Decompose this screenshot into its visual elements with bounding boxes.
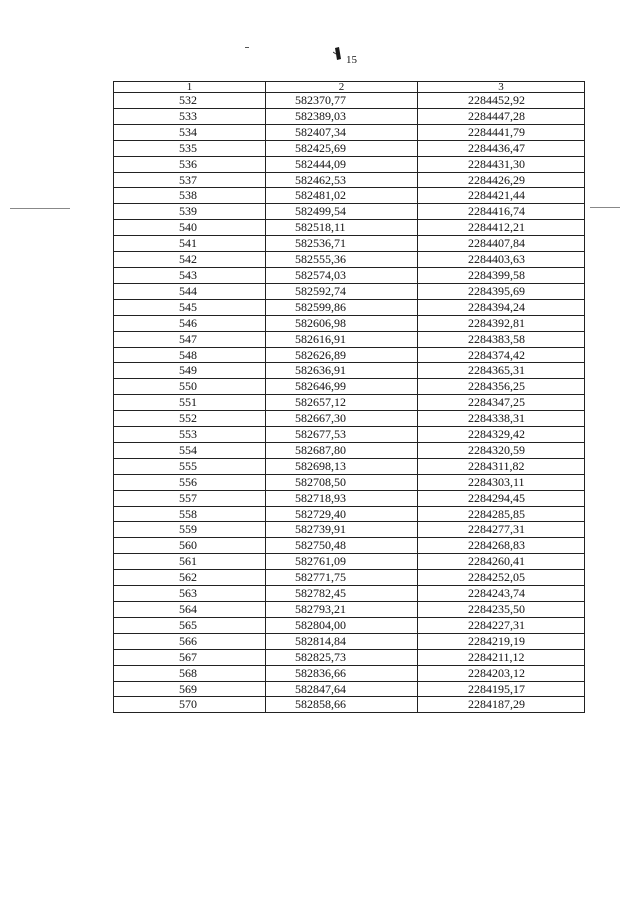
point-number-cell: 533 xyxy=(114,108,266,124)
y-coordinate-cell: 2284407,84 xyxy=(418,236,585,252)
x-coordinate-cell: 582599,86 xyxy=(266,299,418,315)
x-coordinate-cell: 582677,53 xyxy=(266,427,418,443)
point-number-cell: 553 xyxy=(114,427,266,443)
point-number-cell: 560 xyxy=(114,538,266,554)
point-number-cell: 558 xyxy=(114,506,266,522)
x-coordinate-cell: 582574,03 xyxy=(266,267,418,283)
table-row xyxy=(114,474,585,490)
y-coordinate-cell: 2284227,31 xyxy=(418,617,585,633)
table-row xyxy=(114,363,585,379)
table-row xyxy=(114,427,585,443)
scan-dot xyxy=(245,47,249,48)
table-row xyxy=(114,458,585,474)
point-number-cell: 539 xyxy=(114,204,266,220)
y-coordinate-cell: 2284252,05 xyxy=(418,570,585,586)
table-row xyxy=(114,522,585,538)
y-coordinate-cell: 2284329,42 xyxy=(418,427,585,443)
x-coordinate-cell: 582592,74 xyxy=(266,283,418,299)
x-coordinate-cell: 582389,03 xyxy=(266,108,418,124)
table-row xyxy=(114,379,585,395)
table-row xyxy=(114,267,585,283)
table-row xyxy=(114,93,585,109)
table-row xyxy=(114,140,585,156)
scan-dot xyxy=(10,208,70,209)
table-row xyxy=(114,442,585,458)
scan-dot xyxy=(590,207,620,208)
x-coordinate-cell: 582444,09 xyxy=(266,156,418,172)
y-coordinate-cell: 2284203,12 xyxy=(418,665,585,681)
point-number-cell: 568 xyxy=(114,665,266,681)
table-row xyxy=(114,347,585,363)
table-row xyxy=(114,108,585,124)
table-row xyxy=(114,490,585,506)
y-coordinate-cell: 2284436,47 xyxy=(418,140,585,156)
x-coordinate-cell: 582370,77 xyxy=(266,93,418,109)
x-coordinate-cell: 582536,71 xyxy=(266,236,418,252)
x-coordinate-cell: 582804,00 xyxy=(266,617,418,633)
point-number-cell: 556 xyxy=(114,474,266,490)
x-coordinate-cell: 582626,89 xyxy=(266,347,418,363)
x-coordinate-cell: 582606,98 xyxy=(266,315,418,331)
point-number-cell: 549 xyxy=(114,363,266,379)
point-number-cell: 565 xyxy=(114,617,266,633)
x-coordinate-cell: 582616,91 xyxy=(266,331,418,347)
y-coordinate-cell: 2284235,50 xyxy=(418,602,585,618)
y-coordinate-cell: 2284195,17 xyxy=(418,681,585,697)
point-number-cell: 566 xyxy=(114,633,266,649)
x-coordinate-cell: 582836,66 xyxy=(266,665,418,681)
point-number-cell: 537 xyxy=(114,172,266,188)
x-coordinate-cell: 582825,73 xyxy=(266,649,418,665)
point-number-cell: 547 xyxy=(114,331,266,347)
coordinate-table xyxy=(113,81,585,713)
table-row xyxy=(114,172,585,188)
table-row xyxy=(114,633,585,649)
y-coordinate-cell: 2284452,92 xyxy=(418,93,585,109)
x-coordinate-cell: 582425,69 xyxy=(266,140,418,156)
y-coordinate-cell: 2284365,31 xyxy=(418,363,585,379)
y-coordinate-cell: 2284211,12 xyxy=(418,649,585,665)
y-coordinate-cell: 2284421,44 xyxy=(418,188,585,204)
table-row xyxy=(114,299,585,315)
point-number-cell: 554 xyxy=(114,442,266,458)
table-row xyxy=(114,554,585,570)
point-number-cell: 555 xyxy=(114,458,266,474)
point-number-cell: 540 xyxy=(114,220,266,236)
y-coordinate-cell: 2284356,25 xyxy=(418,379,585,395)
x-coordinate-cell: 582499,54 xyxy=(266,204,418,220)
y-coordinate-cell: 2284399,58 xyxy=(418,267,585,283)
y-coordinate-cell: 2284392,81 xyxy=(418,315,585,331)
column-header: 2 xyxy=(266,82,418,93)
point-number-cell: 544 xyxy=(114,283,266,299)
x-coordinate-cell: 582718,93 xyxy=(266,490,418,506)
x-coordinate-cell: 582481,02 xyxy=(266,188,418,204)
column-header: 3 xyxy=(418,82,585,93)
y-coordinate-cell: 2284338,31 xyxy=(418,411,585,427)
y-coordinate-cell: 2284416,74 xyxy=(418,204,585,220)
point-number-cell: 538 xyxy=(114,188,266,204)
x-coordinate-cell: 582708,50 xyxy=(266,474,418,490)
page-number: 15 xyxy=(346,54,357,66)
x-coordinate-cell: 582729,40 xyxy=(266,506,418,522)
x-coordinate-cell: 582739,91 xyxy=(266,522,418,538)
x-coordinate-cell: 582814,84 xyxy=(266,633,418,649)
point-number-cell: 551 xyxy=(114,395,266,411)
point-number-cell: 535 xyxy=(114,140,266,156)
x-coordinate-cell: 582407,34 xyxy=(266,124,418,140)
y-coordinate-cell: 2284243,74 xyxy=(418,586,585,602)
y-coordinate-cell: 2284426,29 xyxy=(418,172,585,188)
point-number-cell: 536 xyxy=(114,156,266,172)
point-number-cell: 563 xyxy=(114,586,266,602)
table-row xyxy=(114,506,585,522)
y-coordinate-cell: 2284320,59 xyxy=(418,442,585,458)
table-row xyxy=(114,602,585,618)
x-coordinate-cell: 582782,45 xyxy=(266,586,418,602)
y-coordinate-cell: 2284441,79 xyxy=(418,124,585,140)
table-row xyxy=(114,697,585,713)
y-coordinate-cell: 2284311,82 xyxy=(418,458,585,474)
x-coordinate-cell: 582698,13 xyxy=(266,458,418,474)
point-number-cell: 534 xyxy=(114,124,266,140)
y-coordinate-cell: 2284294,45 xyxy=(418,490,585,506)
scan-smudge-mark xyxy=(333,47,343,61)
y-coordinate-cell: 2284394,24 xyxy=(418,299,585,315)
point-number-cell: 564 xyxy=(114,602,266,618)
point-number-cell: 546 xyxy=(114,315,266,331)
table-row xyxy=(114,395,585,411)
table-row xyxy=(114,315,585,331)
x-coordinate-cell: 582771,75 xyxy=(266,570,418,586)
table-row xyxy=(114,570,585,586)
point-number-cell: 545 xyxy=(114,299,266,315)
y-coordinate-cell: 2284347,25 xyxy=(418,395,585,411)
table-row xyxy=(114,586,585,602)
x-coordinate-cell: 582646,99 xyxy=(266,379,418,395)
x-coordinate-cell: 582518,11 xyxy=(266,220,418,236)
x-coordinate-cell: 582657,12 xyxy=(266,395,418,411)
point-number-cell: 550 xyxy=(114,379,266,395)
table-row xyxy=(114,124,585,140)
x-coordinate-cell: 582793,21 xyxy=(266,602,418,618)
y-coordinate-cell: 2284403,63 xyxy=(418,252,585,268)
table-row xyxy=(114,681,585,697)
y-coordinate-cell: 2284187,29 xyxy=(418,697,585,713)
table-body xyxy=(114,93,585,713)
x-coordinate-cell: 582750,48 xyxy=(266,538,418,554)
point-number-cell: 543 xyxy=(114,267,266,283)
x-coordinate-cell: 582636,91 xyxy=(266,363,418,379)
x-coordinate-cell: 582462,53 xyxy=(266,172,418,188)
x-coordinate-cell: 582667,30 xyxy=(266,411,418,427)
y-coordinate-cell: 2284260,41 xyxy=(418,554,585,570)
y-coordinate-cell: 2284285,85 xyxy=(418,506,585,522)
point-number-cell: 561 xyxy=(114,554,266,570)
point-number-cell: 542 xyxy=(114,252,266,268)
x-coordinate-cell: 582847,64 xyxy=(266,681,418,697)
y-coordinate-cell: 2284374,42 xyxy=(418,347,585,363)
x-coordinate-cell: 582761,09 xyxy=(266,554,418,570)
y-coordinate-cell: 2284431,30 xyxy=(418,156,585,172)
table-row xyxy=(114,538,585,554)
table-row xyxy=(114,188,585,204)
point-number-cell: 548 xyxy=(114,347,266,363)
point-number-cell: 552 xyxy=(114,411,266,427)
table-row xyxy=(114,665,585,681)
table-row xyxy=(114,283,585,299)
table-row xyxy=(114,156,585,172)
y-coordinate-cell: 2284447,28 xyxy=(418,108,585,124)
x-coordinate-cell: 582687,80 xyxy=(266,442,418,458)
point-number-cell: 562 xyxy=(114,570,266,586)
table-row xyxy=(114,411,585,427)
table-row xyxy=(114,236,585,252)
point-number-cell: 559 xyxy=(114,522,266,538)
x-coordinate-cell: 582858,66 xyxy=(266,697,418,713)
point-number-cell: 557 xyxy=(114,490,266,506)
y-coordinate-cell: 2284219,19 xyxy=(418,633,585,649)
table-row xyxy=(114,649,585,665)
x-coordinate-cell: 582555,36 xyxy=(266,252,418,268)
y-coordinate-cell: 2284395,69 xyxy=(418,283,585,299)
y-coordinate-cell: 2284268,83 xyxy=(418,538,585,554)
column-header: 1 xyxy=(114,82,266,93)
point-number-cell: 532 xyxy=(114,93,266,109)
y-coordinate-cell: 2284303,11 xyxy=(418,474,585,490)
table-row xyxy=(114,617,585,633)
table-row xyxy=(114,252,585,268)
y-coordinate-cell: 2284383,58 xyxy=(418,331,585,347)
table-row xyxy=(114,204,585,220)
table-row xyxy=(114,220,585,236)
y-coordinate-cell: 2284412,21 xyxy=(418,220,585,236)
point-number-cell: 570 xyxy=(114,697,266,713)
point-number-cell: 567 xyxy=(114,649,266,665)
table-header-row xyxy=(114,82,585,93)
y-coordinate-cell: 2284277,31 xyxy=(418,522,585,538)
point-number-cell: 541 xyxy=(114,236,266,252)
point-number-cell: 569 xyxy=(114,681,266,697)
table-row xyxy=(114,331,585,347)
